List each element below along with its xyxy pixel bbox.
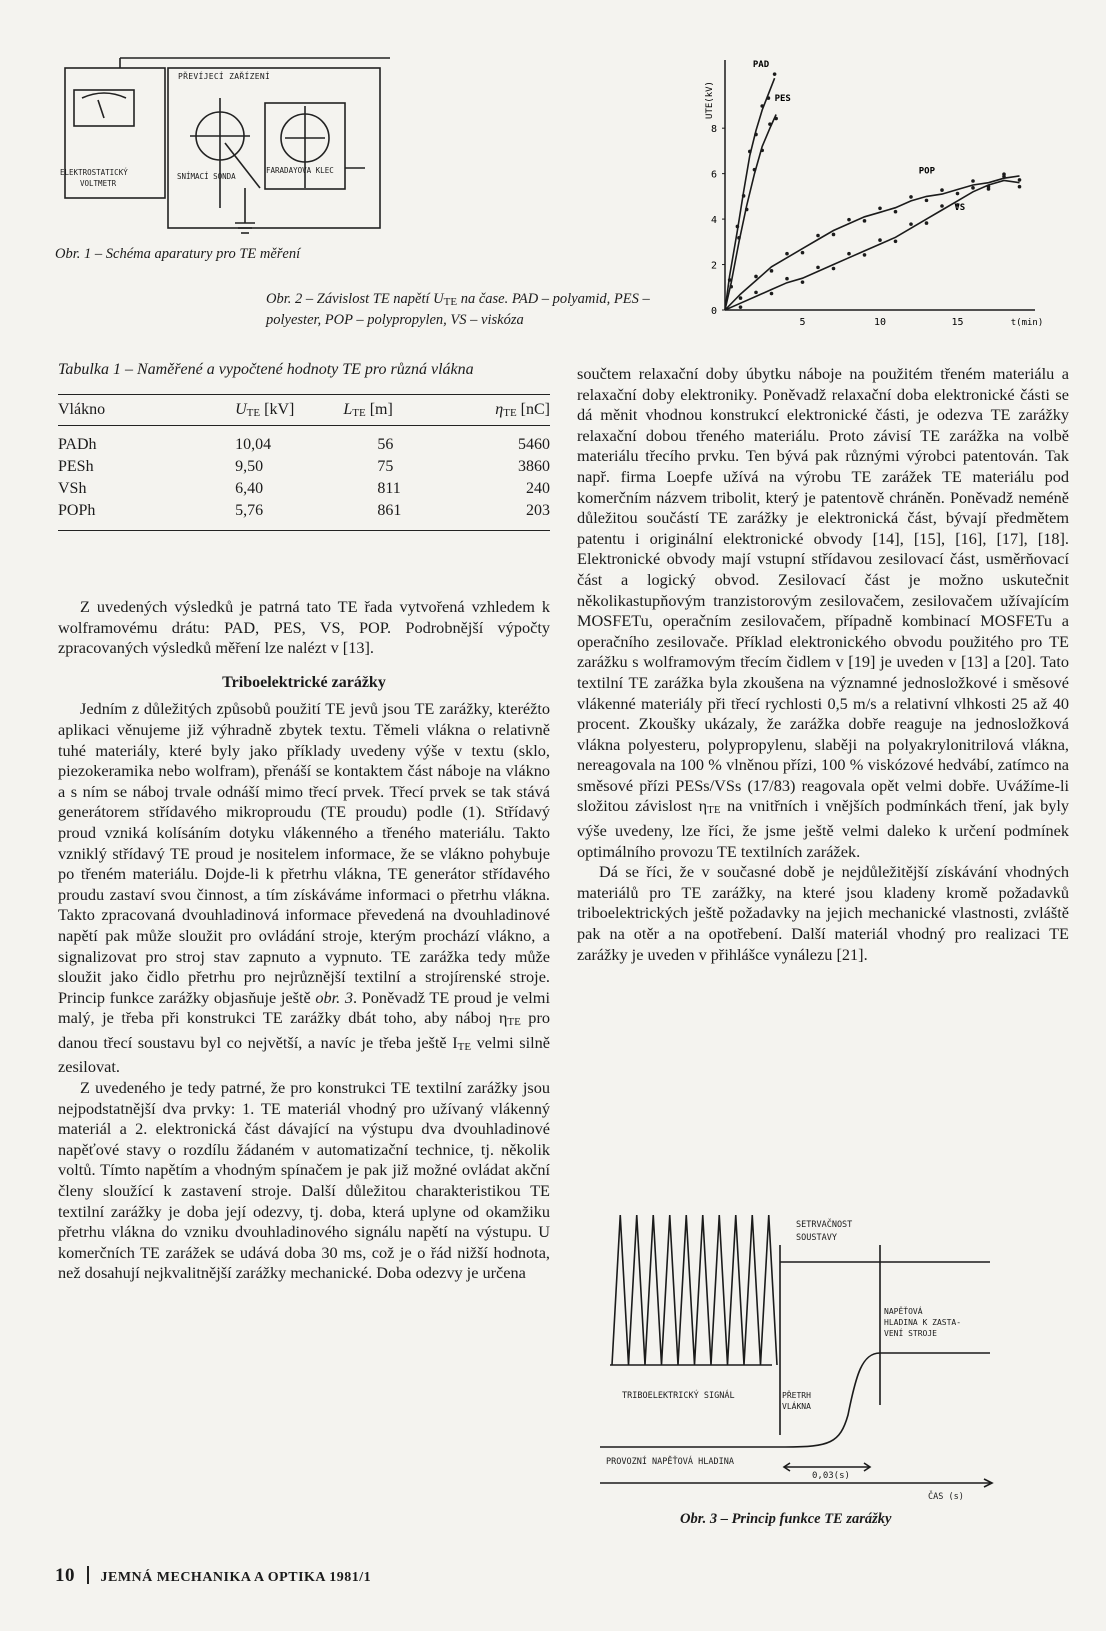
series-label-vs: VS <box>954 203 966 213</box>
section-heading: Triboelektrické zarážky <box>222 673 386 691</box>
label-probe: SNÍMACÍ SONDA <box>177 172 236 181</box>
series-label-pes: PES <box>774 93 791 104</box>
data-point-pad <box>773 72 777 76</box>
label-inertia-1: SETRVAČNOST <box>796 1220 853 1230</box>
x-tick-label: 10 <box>873 317 887 328</box>
cell-eta: 203 <box>526 502 550 519</box>
data-point-pop <box>816 234 820 238</box>
y-tick-label: 4 <box>710 215 717 227</box>
data-point-vs <box>832 267 836 271</box>
data-point-pad <box>748 150 752 154</box>
figure-3 <box>600 1205 1040 1505</box>
col-l: LTE [m] <box>343 401 393 419</box>
table-header-row <box>58 395 550 426</box>
data-point-pop <box>785 252 789 256</box>
cell-l: 56 <box>377 436 394 453</box>
label-voltmeter-2: VOLTMETR <box>80 179 117 188</box>
label-faraday-cage: FARADAYOVA KLEC <box>266 166 334 175</box>
data-point-vs <box>863 253 867 257</box>
figure-2-caption: Obr. 2 – Závislost TE napětí UTE na čase. PAD – polyamid, PES – polyester, POP – polypropylen, VS – viskóza <box>266 291 650 328</box>
series-line-vs <box>725 181 1020 311</box>
journal-name: JEMNÁ MECHANIKA A OPTIKA 1981/1 <box>100 1570 372 1585</box>
data-point-pes <box>729 285 733 289</box>
x-tick-label: 5 <box>799 317 806 328</box>
label-level-3: VENÍ STROJE <box>884 1329 937 1338</box>
data-point-pop <box>878 206 882 210</box>
label-delay: 0,03(s) <box>812 1471 850 1481</box>
table-row <box>58 500 550 522</box>
left-paragraph-3: Z uvedeného je tedy patrné, že pro konstrukci TE textilní zarážky jsou nejpodstatnější dva prvky: 1. TE materiál vhodný pro užívaný vlákenný materiál a 2. elektronická část dávající na výstupu dva dvouhladinové napěťové stavy o rozdílu žádaném v automatizační technice, tj. několik voltů. Tímto napětím a vhodným spínačem je pak již možné ovládat akční členy sloužící k zastavení stroje. Další důležitou charakteristikou TE textilní zarážky je doba její odezvy, tj. doba, která uplyne od okamžiku přetrhu vlákna do vzniku dvouhladinového signálu napětí na výstupu. U komerčních TE zarážek se udává doba 30 ms, což je o řád nižší hodnota, než dosahují nejkvalitnější zarážky mechanické. Doba odezvy je určena <box>58 1078 550 1283</box>
cell-l: 75 <box>377 458 394 475</box>
y-tick-label: 8 <box>710 124 717 136</box>
data-point-vs <box>754 291 758 295</box>
data-point-pop <box>739 296 743 300</box>
data-point-pop <box>894 210 898 214</box>
x-tick-label: 15 <box>951 317 964 328</box>
left-column <box>58 597 550 1284</box>
label-break-2: VLÁKNA <box>782 1402 811 1411</box>
data-point-pad <box>767 96 771 100</box>
col-u: UTE [kV] <box>235 401 295 419</box>
label-level-2: HLADINA K ZASTA- <box>884 1318 962 1327</box>
cell-u: 9,50 <box>235 458 264 475</box>
data-point-pop <box>847 218 851 222</box>
data-point-vs <box>847 252 851 256</box>
series-label-pop: POP <box>918 166 936 177</box>
figure-3-caption: Obr. 3 – Princip funkce TE zarážky <box>680 1511 892 1527</box>
data-point-pad <box>760 104 764 108</box>
figure-1 <box>60 48 390 238</box>
table-row <box>58 478 550 500</box>
cell-u: 10,04 <box>235 436 272 453</box>
page-footer <box>55 1565 371 1587</box>
right-paragraph-2: Dá se říci, že v současné době je nejdůležitější získávání vhodných materiálů pro TE zarážky, na které jsou kladeny kromě požadavků triboelektrických ještě požadavky na jejich mechanické vlastnosti, zvláště pak na otěr a na opotřebení. Další materiál vhodný pro realizaci TE zarážky je uveden v přihlášce vynálezu [21]. <box>577 862 1069 964</box>
data-point-vs <box>801 280 805 284</box>
cell-l: 811 <box>377 480 401 497</box>
data-point-vs <box>925 221 929 225</box>
data-point-vs <box>1018 185 1022 189</box>
y-tick-label: 2 <box>710 260 717 272</box>
cell-u: 5,76 <box>235 502 264 519</box>
table-row <box>58 434 550 456</box>
y-tick-label: 0 <box>710 306 717 317</box>
cell-fiber: PADh <box>58 436 97 453</box>
label-voltmeter-1: ELEKTROSTATICKÝ <box>60 168 128 177</box>
data-point-pop <box>909 195 913 199</box>
figure-2 <box>700 45 1070 345</box>
table-1-grid <box>58 395 550 531</box>
data-point-vs <box>1002 175 1006 179</box>
cell-eta: 5460 <box>518 436 550 453</box>
label-inertia-2: SOUSTAVY <box>796 1233 837 1243</box>
data-point-pad <box>754 133 758 137</box>
data-point-vs <box>816 266 820 270</box>
data-point-vs <box>894 239 898 243</box>
te-voltage-chart <box>700 45 1070 345</box>
col-eta: ηTE [nC] <box>495 401 550 419</box>
data-point-vs <box>940 204 944 208</box>
data-point-pes <box>753 168 757 172</box>
label-level-1: NAPĚŤOVÁ <box>884 1307 923 1316</box>
data-point-pop <box>1018 178 1022 182</box>
table-row <box>58 456 550 478</box>
data-point-pad <box>742 194 746 198</box>
data-point-vs <box>987 187 991 191</box>
cell-eta: 3860 <box>518 458 550 475</box>
left-paragraph-2: Jedním z důležitých způsobů použití TE jevů jsou TE zarážky, kteréžto aplikaci věnujeme již výhradně zbytek textu. Těmeli vlákna o relativně tuhé materiály, které byly jako příklady uvedeny výše v textu (sklo, piezokeramika nebo wolfram), přenáší se kontaktem část náboje na vlákno a s ním se náboj trvale odnáší mimo třecí prvek. Třecí prvek se tak stává generátorem střídavého mikroproudu (TE proudu) podle (1). Střídavý proud vzniká kolísáním dotyku vlákenného a třeného materiálu. Takto vzniklý střídavý TE proud je nositelem informace, že se vlákno pohybuje po třeném materiálu. Dojde-li k přetrhu vlákna, TE generátor střídavého proudu zastaví svou činnost, a tím získáváme informaci o přetrhu vlákna. Takto zpracovaná dvouhladinová informace převedená na dvouhladinové napětí pak může sloužit pro ovládání stroje, kterým prochází vlákno, a signalizovat pro stroj stav zapnuto a vypnuto. TE zarážka tedy může sloužit jako čidlo přetrhu pro nejrůznější textilní a strojírenské stroje. Princip funkce zarážky objasňuje ještě obr. 3. Poněvadž TE proud je velmi malý, je třeba při konstrukci TE zarážky dbát toho, aby náboj ηTE pro danou třecí soustavu byl co největší, a navíc je třeba ještě ITE velmi silně zesilovat. <box>58 699 551 1077</box>
data-point-pes <box>774 117 778 121</box>
table-1-caption: Tabulka 1 – Naměřené a vypočtené hodnoty TE pro různá vlákna <box>58 361 474 378</box>
label-signal: TRIBOELEKTRICKÝ SIGNÁL <box>622 1391 735 1401</box>
data-point-pop <box>801 251 805 255</box>
x-axis-label: t(min) <box>1010 318 1044 328</box>
data-point-vs <box>785 277 789 281</box>
cell-fiber: VSh <box>58 480 87 497</box>
data-point-pop <box>832 233 836 237</box>
data-point-pop <box>770 269 774 273</box>
cell-l: 861 <box>377 502 402 519</box>
right-paragraph-1: součtem relaxační doby úbytku náboje na použitém třeném materiálu a relaxační doby elektroniky. Poněvadž relaxační doba elektronické části se dá měnit vhodnou konstrukcí elektronické části, je odezva TE zarážky relaxační dobou třeného materiálu. Proto závisí TE zarážka na volbě materiálu třecího prvku. Ten bývá pak různými výrobci patentován. Tak např. firma Loepfe užívá na výrobu TE zarážek TE materiálu pod komerčním názvem tribolit, který je patentově chráněn. Poněvadž neméně důležitou součástí TE zarážky je elektronická část, bývají předmětem patentu i originální elektronické obvody [14], [15], [16], [17], [18]. Elektronické obvody mají vstupní střídavou zesilovací část, usměrňovací část a logický obvod. Zesilovací část je možno uskutečnit několikastupňovým tranzistorovým zesilovačem, zesilovačem užívajícím MOSFETu, operačním zesilovačem, případně kombinací MOSFETu a operačního zesilovače. Příklad elektronického obvodu použitého pro TE zarážku s wolframovým třecím čidlem v [19] je uveden v [13] a [20]. Tato textilní TE zarážka byla zkoušena na významné jednosložkové i směsové vlákenné materiály při třecí rychlosti 0,5 m/s a relativní vlhkosti 25 až 40 procent. Zkoušky ukázaly, že zarážka dobře reaguje na jednosložková vlákna polyesteru, polypropylenu, slaběji na polyakrylonitrilová vlákna, nereagovala na 100 % vlněnou přízi, 100 % viskózové hedvábí, zatímco na směsové přízi PESs/VSs (17/83) reagovala opět velmi dobře. Uvážíme-li složitou závislost ηTE na vnitřních i vnějších podmínkách tření, jak byly výše uvedeny, lze říci, že jsme ještě velmi daleko k určení podmínek optimálního provozu TE textilních zarážek. <box>577 364 1070 861</box>
data-point-vs <box>971 186 975 190</box>
data-point-pop <box>956 192 960 196</box>
series-label-pad: PAD <box>752 59 770 70</box>
cell-fiber: PESh <box>58 458 94 475</box>
data-point-vs <box>739 305 743 309</box>
page-number: 10 <box>55 1565 75 1586</box>
right-column <box>577 364 1069 965</box>
data-point-pes <box>760 149 764 153</box>
data-point-pop <box>754 275 758 279</box>
data-point-pes <box>737 236 741 240</box>
data-point-pop <box>925 199 929 203</box>
series-line-pes <box>725 115 776 311</box>
figure-1-caption: Obr. 1 – Schéma aparatury pro TE měření <box>55 246 301 262</box>
data-point-vs <box>909 222 913 226</box>
y-tick-label: 6 <box>710 169 717 181</box>
data-point-pop <box>863 219 867 223</box>
data-point-pes <box>745 208 749 212</box>
cell-eta: 240 <box>526 480 550 497</box>
left-paragraph-1: Z uvedených výsledků je patrná tato TE řada vytvořená vzhledem k wolframovému drátu: PAD, PES, VS, POP. Podrobnější výpočty zpracovaných výsledků měření lze nalézt v [13]. <box>58 597 550 658</box>
table-1 <box>58 360 550 531</box>
data-point-vs <box>878 238 882 242</box>
data-point-pop <box>940 188 944 192</box>
label-winding-device: PŘEVÍJECÍ ZAŘÍZENÍ <box>178 72 271 81</box>
data-point-pes <box>768 122 772 126</box>
y-axis-label: UTE(kV) <box>705 81 715 119</box>
col-fiber: Vlákno <box>58 401 106 418</box>
label-operating-level: PROVOZNÍ NAPĚŤOVÁ HLADINA <box>606 1457 734 1467</box>
cell-u: 6,40 <box>235 480 264 497</box>
data-point-pop <box>971 179 975 183</box>
label-break-1: PŘETRH <box>782 1391 811 1400</box>
label-time-axis: ČAS (s) <box>928 1492 964 1502</box>
data-point-vs <box>770 292 774 296</box>
cell-fiber: POPh <box>58 502 96 519</box>
data-point-pad <box>736 225 740 229</box>
